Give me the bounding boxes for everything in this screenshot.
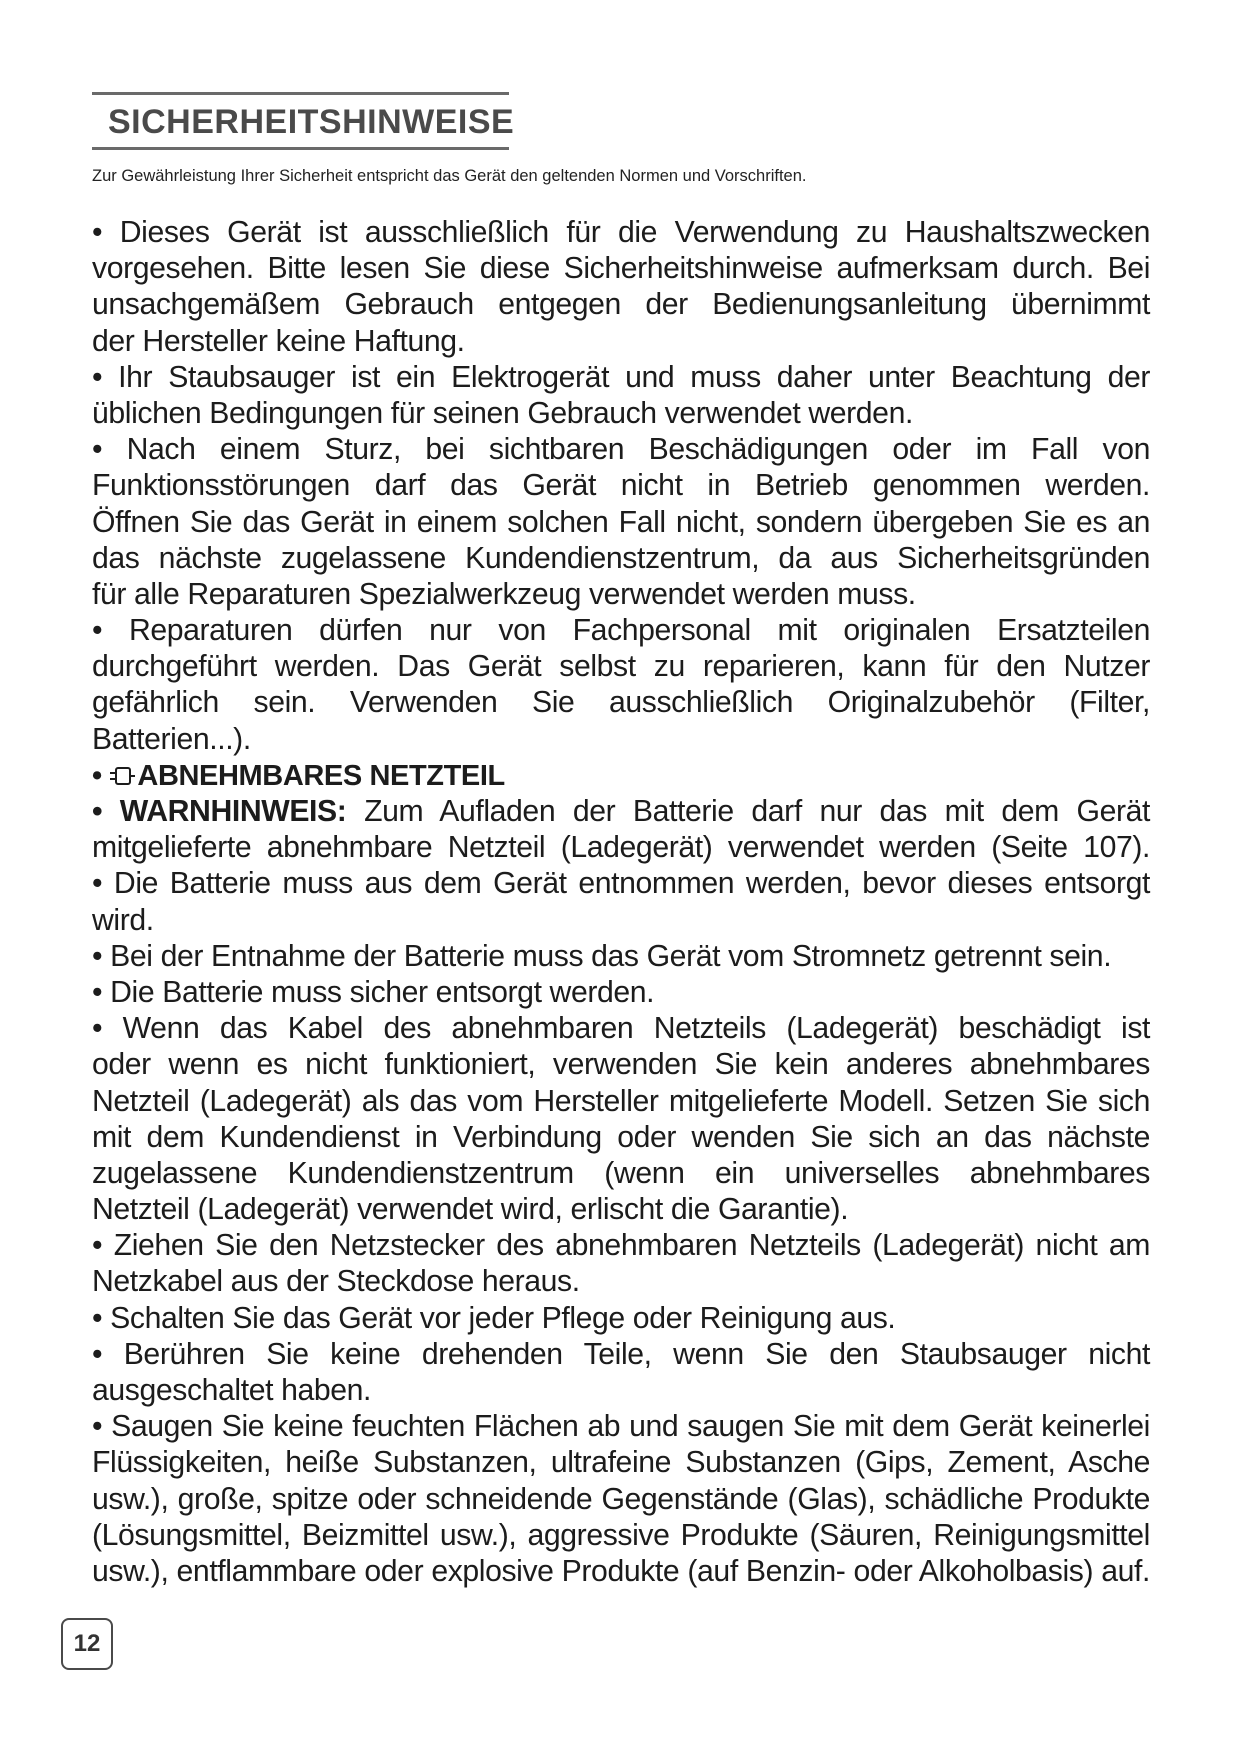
safety-instructions-body bbox=[92, 215, 1150, 1590]
text-line: durchgeführt werden. Das Gerät selbst zu reparieren, kann für den Nutzer bbox=[92, 650, 1150, 684]
text-line: üblichen Bedingungen für seinen Gebrauch verwendet werden. bbox=[92, 396, 913, 430]
text-line: • Bei der Entnahme der Batterie muss das Gerät vom Stromnetz getrennt sein. bbox=[92, 939, 1112, 973]
text-line: • Die Batterie muss sicher entsorgt werden. bbox=[92, 975, 655, 1009]
text-line: das nächste zugelassene Kundendienstzentrum, da aus Sicherheitsgründen bbox=[92, 541, 1150, 575]
text-line: • Ihr Staubsauger ist ein Elektrogerät und muss daher unter Beachtung der bbox=[92, 360, 1150, 394]
section-heading-line bbox=[92, 758, 1150, 794]
text-line: Netzteil (Ladegerät) als das vom Hersteller mitgelieferte Modell. Setzen Sie sich bbox=[92, 1084, 1150, 1118]
text-line: • Dieses Gerät ist ausschließlich für die Verwendung zu Haushaltszwecken bbox=[92, 216, 1150, 249]
header-rule-top bbox=[92, 92, 509, 95]
text-line: Funktionsstörungen darf das Gerät nicht in Betrieb genommen werden. bbox=[92, 469, 1150, 503]
text-line: vorgesehen. Bitte lesen Sie diese Sicherheitshinweise aufmerksam durch. Bei bbox=[92, 252, 1150, 286]
text-line: • Nach einem Sturz, bei sichtbaren Beschädigungen oder im Fall von bbox=[92, 433, 1150, 467]
text-line: Netzkabel aus der Steckdose heraus. bbox=[92, 1265, 580, 1299]
text-line: Flüssigkeiten, heiße Substanzen, ultrafeine Substanzen (Gips, Zement, Asche bbox=[92, 1446, 1150, 1480]
intro-text: Zur Gewährleistung Ihrer Sicherheit entspricht das Gerät den geltenden Normen und Vorschriften. bbox=[92, 167, 807, 185]
text-line: • Saugen Sie keine feuchten Flächen ab und saugen Sie mit dem Gerät keinerlei bbox=[92, 1410, 1150, 1444]
text-line: ausgeschaltet haben. bbox=[92, 1374, 372, 1407]
text-line: Öffnen Sie das Gerät in einem solchen Fall nicht, sondern übergeben Sie es an bbox=[92, 505, 1150, 539]
text-line: • Berühren Sie keine drehenden Teile, wenn Sie den Staubsauger nicht bbox=[92, 1337, 1150, 1371]
text-line: • Reparaturen dürfen nur von Fachpersonal mit originalen Ersatzteilen bbox=[92, 614, 1150, 648]
text-line: • Wenn das Kabel des abnehmbaren Netzteils (Ladegerät) beschädigt ist bbox=[92, 1012, 1150, 1046]
warning-line bbox=[92, 794, 1150, 830]
header-rule-bottom bbox=[92, 147, 509, 150]
plug-adapter-icon bbox=[109, 765, 135, 787]
text-line: usw.), große, spitze oder schneidende Gegenstände (Glas), schädliche Produkte bbox=[92, 1482, 1150, 1516]
text-line: gefährlich sein. Verwenden Sie ausschließlich Originalzubehör (Filter, bbox=[92, 686, 1150, 720]
text-line: zugelassene Kundendienstzentrum (wenn ein universelles abnehmbares bbox=[92, 1156, 1150, 1190]
text-line: (Lösungsmittel, Beizmittel usw.), aggressive Produkte (Säuren, Reinigungsmittel bbox=[92, 1518, 1150, 1552]
warning-label: • WARNHINWEIS: bbox=[92, 795, 365, 828]
text-line: für alle Reparaturen Spezialwerkzeug verwendet werden muss. bbox=[92, 577, 916, 611]
text-line: unsachgemäßem Gebrauch entgegen der Bedienungsanleitung übernimmt bbox=[92, 288, 1150, 322]
heading-bullet: • bbox=[92, 759, 110, 792]
warning-text: Zum Aufladen der Batterie darf nur das mit dem Gerät bbox=[364, 795, 1150, 828]
text-line: • Die Batterie muss aus dem Gerät entnommen werden, bevor dieses entsorgt bbox=[92, 867, 1150, 901]
text-line: mitgelieferte abnehmbare Netzteil (Ladegerät) verwendet werden (Seite 107). bbox=[92, 831, 1150, 865]
text-line: oder wenn es nicht funktioniert, verwenden Sie kein anderes abnehmbares bbox=[92, 1048, 1150, 1082]
page-title: SICHERHEITSHINWEISE bbox=[108, 103, 515, 141]
text-line: usw.), entflammbare oder explosive Produkte (auf Benzin- oder Alkoholbasis) auf. bbox=[92, 1554, 1150, 1588]
text-line: der Hersteller keine Haftung. bbox=[92, 324, 465, 358]
text-line: wird. bbox=[92, 903, 154, 937]
text-line: Netzteil (Ladegerät) verwendet wird, erlischt die Garantie). bbox=[92, 1193, 849, 1227]
text-line: • Schalten Sie das Gerät vor jeder Pflege oder Reinigung aus. bbox=[92, 1301, 896, 1335]
text-line: mit dem Kundendienst in Verbindung oder wenden Sie sich an das nächste bbox=[92, 1120, 1150, 1154]
section-heading: ABNEHMBARES NETZTEIL bbox=[137, 759, 505, 792]
text-line: • Ziehen Sie den Netzstecker des abnehmbaren Netzteils (Ladegerät) nicht am bbox=[92, 1229, 1150, 1263]
text-line: Batterien...). bbox=[92, 722, 251, 756]
page-number: 12 bbox=[61, 1618, 113, 1670]
